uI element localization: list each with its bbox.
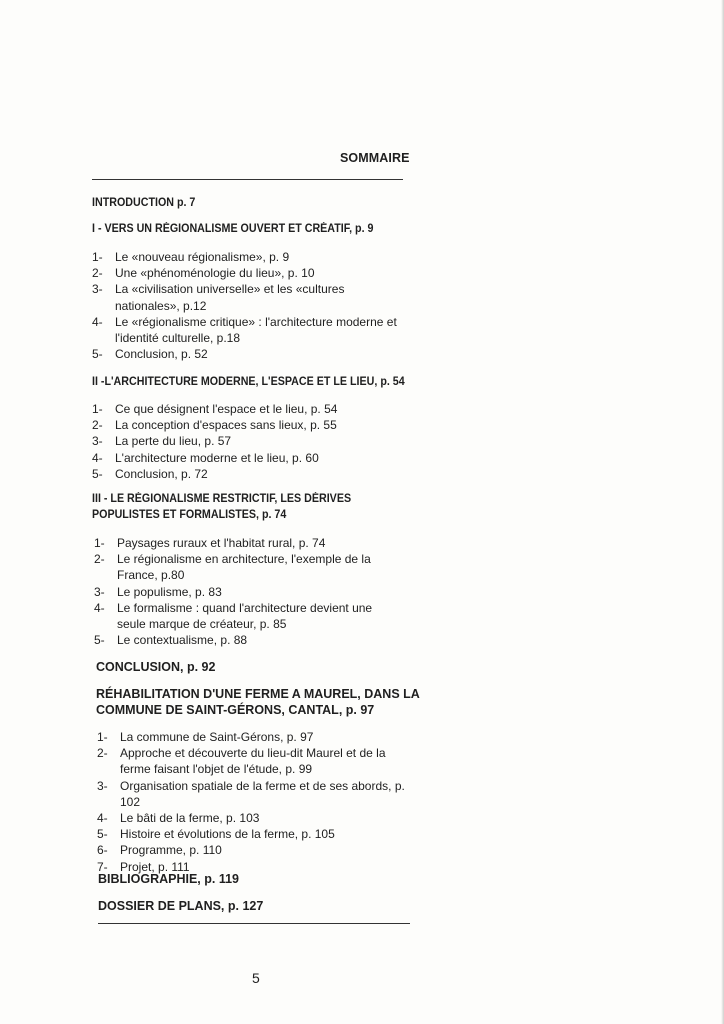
- toc-item: [92, 346, 401, 362]
- toc-item-text: Conclusion, p. 52: [115, 347, 208, 362]
- toc-item: [92, 249, 401, 265]
- toc-item-text: La «civilisation universelle» et les «cultures nationales», p.12: [115, 282, 345, 313]
- toc-item: [92, 450, 401, 466]
- toc-item-text: Ce que désignent l'espace et le lieu, p. 54: [115, 402, 338, 416]
- toc-item-text: Conclusion, p. 72: [115, 466, 208, 481]
- toc-item-number: 3-: [97, 778, 108, 793]
- bibliographie-heading: BIBLIOGRAPHIE, p. 119: [98, 872, 240, 886]
- part3-heading: III - LE RÉGIONALISME RESTRICTIF, LES DÉRIVES POPULISTES ET FORMALISTES, p. 74: [92, 493, 352, 521]
- toc-item-number: 4-: [92, 450, 103, 465]
- part2-list: [92, 401, 401, 482]
- toc-item: [92, 466, 401, 482]
- toc-item-text: Le bâti de la ferme, p. 103: [120, 811, 260, 826]
- conclusion-heading: CONCLUSION, p. 92: [96, 660, 216, 674]
- toc-item: [97, 778, 406, 810]
- toc-item-number: 6-: [97, 843, 108, 858]
- toc-item-number: 5-: [92, 466, 103, 481]
- toc-item-text: Organisation spatiale de la ferme et de ses abords, p. 102: [120, 778, 405, 809]
- toc-item: [94, 535, 403, 551]
- toc-item: [92, 314, 401, 346]
- part4-heading: RÉHABILITATION D'UNE FERME A MAUREL, DANS LA COMMUNE DE SAINT-GÉRONS, CANTAL, p. 97: [96, 687, 420, 717]
- toc-item: [97, 842, 406, 858]
- page-title: SOMMAIRE: [340, 151, 410, 165]
- toc-item-number: 2-: [92, 418, 103, 433]
- toc-item: [94, 551, 403, 583]
- toc-item-text: Le populisme, p. 83: [117, 584, 222, 599]
- toc-item: [92, 401, 401, 417]
- toc-item-text: Le formalisme : quand l'architecture devient une seule marque de créateur, p. 85: [117, 600, 373, 632]
- toc-item: [92, 433, 401, 449]
- toc-item: [94, 584, 403, 600]
- toc-item: [94, 600, 403, 632]
- part4-list: [97, 729, 406, 875]
- bottom-divider: [98, 923, 410, 924]
- toc-item-number: 4-: [97, 811, 108, 826]
- toc-item-text: Une «phénoménologie du lieu», p. 10: [115, 266, 315, 281]
- toc-item-number: 5-: [92, 347, 103, 362]
- toc-item-text: Le «nouveau régionalisme», p. 9: [115, 250, 290, 264]
- toc-item-number: 5-: [94, 633, 105, 648]
- toc-item: [97, 826, 406, 842]
- toc-item: [97, 810, 406, 826]
- toc-item-number: 2-: [92, 266, 103, 281]
- toc-item-text: Le «régionalisme critique» : l'architecture moderne et l'identité culturelle, p.18: [115, 314, 397, 346]
- part1-heading: I - VERS UN RÉGIONALISME OUVERT ET CRÉATIF, p. 9: [92, 223, 374, 235]
- toc-item-number: 3-: [92, 282, 103, 297]
- toc-item-text: La conception d'espaces sans lieux, p. 55: [115, 418, 337, 433]
- toc-item: [94, 632, 403, 648]
- toc-item: [92, 265, 401, 281]
- toc-item-number: 4-: [94, 600, 105, 615]
- toc-item-number: 1-: [97, 730, 108, 744]
- toc-item-text: Projet, p. 111: [120, 859, 190, 874]
- toc-item-number: 1-: [92, 250, 103, 264]
- toc-item-number: 4-: [92, 314, 103, 329]
- toc-item-number: 1-: [94, 536, 105, 550]
- toc-item-number: 1-: [92, 402, 103, 416]
- dossier-heading: DOSSIER DE PLANS, p. 127: [98, 899, 264, 913]
- toc-item-number: 2-: [94, 552, 105, 567]
- toc-item: [92, 417, 401, 433]
- toc-item-text: Le régionalisme en architecture, l'exemple de la France, p.80: [117, 552, 371, 583]
- toc-item-text: Le contextualisme, p. 88: [117, 633, 248, 648]
- toc-item-number: 3-: [92, 434, 103, 449]
- toc-item: [92, 281, 401, 313]
- introduction-heading: INTRODUCTION p. 7: [92, 197, 196, 209]
- part1-list: [92, 249, 401, 362]
- toc-item-text: La perte du lieu, p. 57: [115, 434, 232, 449]
- toc-item: [97, 745, 406, 777]
- toc-item-number: 7-: [97, 859, 108, 874]
- toc-item-text: La commune de Saint-Gérons, p. 97: [120, 730, 314, 744]
- part2-heading: II -L'ARCHITECTURE MODERNE, L'ESPACE ET LE LIEU, p. 54: [92, 376, 405, 388]
- toc-item-number: 5-: [97, 827, 108, 842]
- top-divider: [92, 179, 403, 180]
- part3-list: [94, 535, 403, 648]
- page-number: 5: [252, 970, 260, 986]
- toc-item-number: 2-: [97, 746, 108, 761]
- toc-item: [97, 729, 406, 745]
- toc-item-number: 3-: [94, 584, 105, 599]
- toc-item-text: L'architecture moderne et le lieu, p. 60: [115, 450, 319, 465]
- toc-item-text: Paysages ruraux et l'habitat rural, p. 74: [117, 536, 326, 550]
- toc-item-text: Programme, p. 110: [120, 843, 222, 858]
- toc-item-text: Histoire et évolutions de la ferme, p. 105: [120, 827, 335, 842]
- toc-item-text: Approche et découverte du lieu-dit Maurel et de la ferme faisant l'objet de l'étude, p. 99: [120, 746, 386, 777]
